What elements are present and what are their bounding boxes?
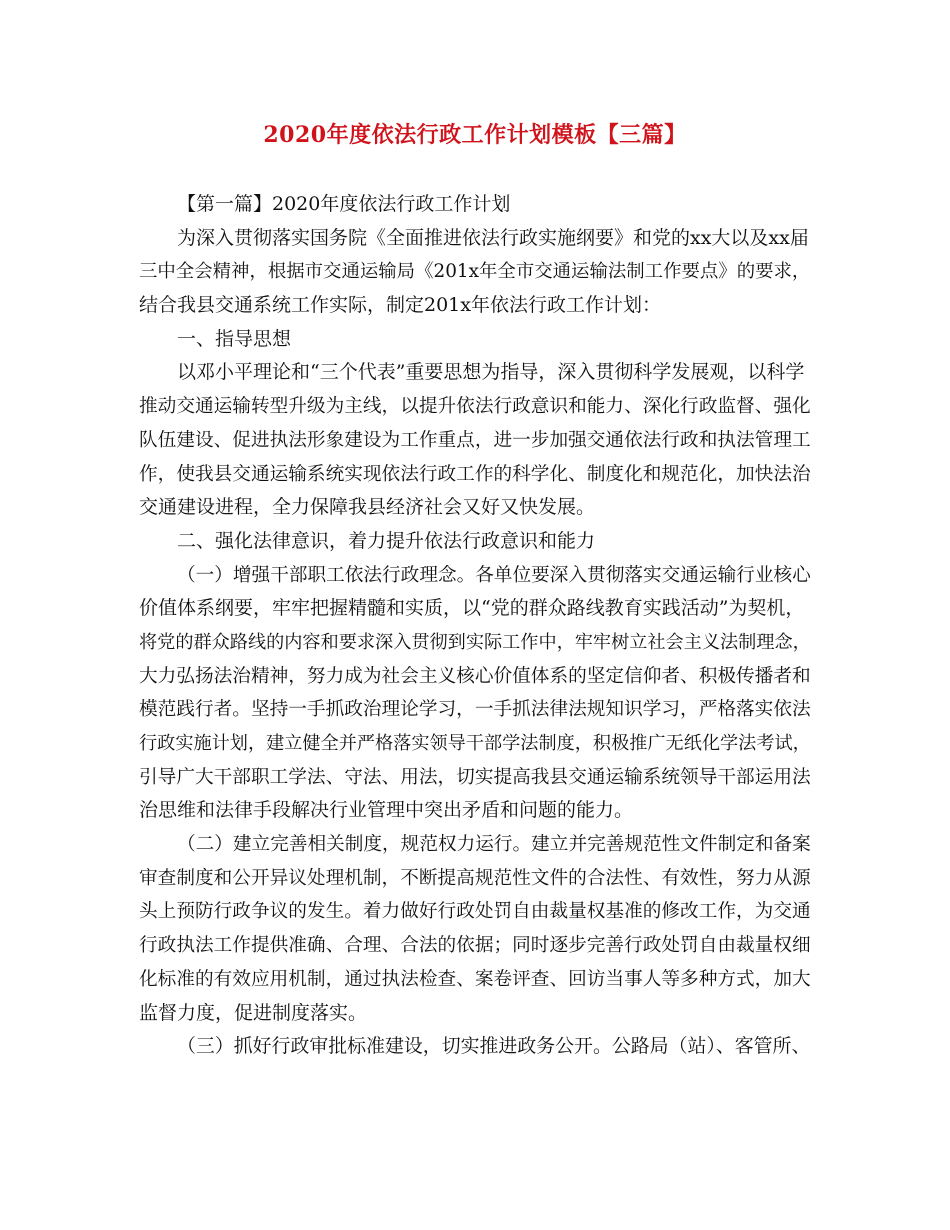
text-line: 行政实施计划，建立健全并严格落实领导干部学法制度，积极推广无纸化学法考试， bbox=[139, 733, 811, 754]
text-line: 监督力度，促进制度落实。 bbox=[139, 1001, 368, 1024]
text-line: 引导广大干部职工学法、守法、用法，切实提高我县交通运输系统领导干部运用法 bbox=[139, 766, 811, 788]
document-body bbox=[139, 188, 811, 1064]
text-line: 结合我县交通系统工作实际，制定201x年依法行政工作计划： bbox=[139, 294, 661, 317]
text-line: 以邓小平理论和“三个代表”重要思想为指导，深入贯彻科学发展观，以科学 bbox=[177, 361, 805, 384]
text-line: 交通建设进程，全力保障我县经济社会又好又快发展。 bbox=[139, 496, 596, 519]
text-line: 一、指导思想 bbox=[177, 327, 292, 350]
text-line: 三中全会精神，根据市交通运输局《201x年全市交通运输法制工作要点》的要求， bbox=[139, 261, 811, 283]
document-title: 2020年度依法行政工作计划模板【三篇】 bbox=[263, 122, 687, 148]
text-line: 将党的群众路线的内容和要求深入贯彻到实际工作中，牢牢树立社会主义法制理念， bbox=[139, 631, 811, 653]
text-line: （一）增强干部职工依法行政理念。各单位要深入贯彻落实交通运输行业核心 bbox=[177, 564, 811, 586]
text-line: 审查制度和公开异议处理机制，不断提高规范性文件的合法性、有效性，努力从源 bbox=[139, 867, 811, 889]
text-line: 推动交通运输转型升级为主线，以提升依法行政意识和能力、深化行政监督、强化 bbox=[139, 396, 811, 418]
text-line: （二）建立完善相关制度，规范权力运行。建立并完善规范性文件制定和备案 bbox=[177, 834, 811, 856]
text-line: 【第一篇】2020年度依法行政工作计划 bbox=[177, 193, 511, 215]
text-line: 价值体系纲要，牢牢把握精髓和实质，以“党的群众路线教育实践活动”为契机， bbox=[139, 597, 805, 620]
text-line: 化标准的有效应用机制，通过执法检查、案卷评查、回访当事人等多种方式，加大 bbox=[139, 968, 811, 990]
text-line: （三）抓好行政审批标准建设，切实推进政务公开。公路局（站）、客管所、 bbox=[177, 1035, 811, 1058]
text-line: 行政执法工作提供准确、合理、合法的依据；同时逐步完善行政处罚自由裁量权细 bbox=[139, 935, 811, 957]
text-line: 模范践行者。坚持一手抓政治理论学习，一手抓法律法规知识学习，严格落实依法 bbox=[139, 699, 811, 721]
text-line: 为深入贯彻落实国务院《全面推进依法行政实施纲要》和党的xx大以及xx届 bbox=[177, 226, 809, 249]
text-line: 头上预防行政争议的发生。着力做好行政处罚自由裁量权基准的修改工作，为交通 bbox=[139, 901, 811, 923]
text-line: 二、强化法律意识，着力提升依法行政意识和能力 bbox=[177, 529, 596, 552]
text-line: 大力弘扬法治精神，努力成为社会主义核心价值体系的坚定信仰者、积极传播者和 bbox=[139, 665, 811, 687]
text-line: 治思维和法律手段解决行业管理中突出矛盾和问题的能力。 bbox=[139, 799, 634, 822]
text-line: 队伍建设、促进执法形象建设为工作重点，进一步加强交通依法行政和执法管理工 bbox=[139, 429, 811, 451]
text-line: 作，使我县交通运输系统实现依法行政工作的科学化、制度化和规范化，加快法治 bbox=[139, 463, 811, 485]
